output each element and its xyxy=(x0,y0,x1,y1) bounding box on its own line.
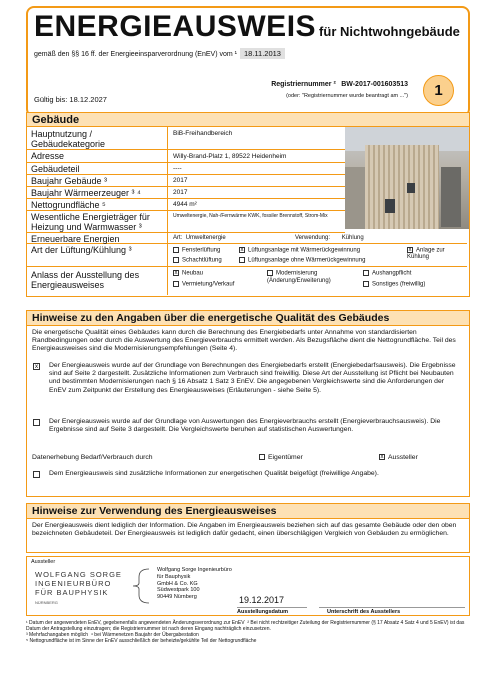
issue-date: 19.12.2017 xyxy=(239,595,285,605)
building-row xyxy=(27,187,345,199)
option-label: Aushangpflicht xyxy=(372,270,412,277)
checkbox-empty[interactable] xyxy=(239,257,245,263)
row-label: Anlass der Ausstellung des Energieausweises xyxy=(31,270,140,290)
option-notice-obligation[interactable] xyxy=(363,270,411,277)
registration-line xyxy=(271,81,408,88)
checkbox-checked[interactable]: x xyxy=(408,247,412,253)
row-label: Baujahr Gebäude ³ xyxy=(31,176,108,186)
curly-brace-icon xyxy=(127,567,153,605)
usage-text: Der Energieausweis dient lediglich der Information. Die Angaben im Energieausweis beziehen sich auf das gesamte Gebäude oder den oben bezeichneten Gebäudeteil. Der Energieausweis ist lediglich dafür gedacht, einen überschlägigen Vergleich von Gebäuden zu ermöglichen. xyxy=(32,522,457,538)
option-window-ventilation[interactable] xyxy=(173,247,220,254)
checkbox-empty[interactable] xyxy=(267,270,273,276)
row-label: Wesentliche Energieträger für Heizung und Warmwasser ³ xyxy=(31,212,150,232)
option-label: Lüftungsanlage ohne Wärmerückgewinnung xyxy=(248,257,366,264)
address-line: Südwestpark 100 xyxy=(157,587,200,594)
logo-city: NÜRNBERG xyxy=(35,600,58,605)
checkbox-empty[interactable] xyxy=(363,270,369,276)
option-label: Anlage zur Kühlung xyxy=(407,247,445,261)
checkbox-empty[interactable] xyxy=(173,281,179,287)
photo-window xyxy=(407,183,415,193)
renewable-type-value: Umweltenergie xyxy=(185,235,226,241)
registration-number: BW-2017-001603513 xyxy=(341,81,408,88)
row-label: Adresse xyxy=(31,151,65,161)
title-main: ENERGIEAUSWEIS xyxy=(34,10,317,43)
issuer-label: Aussteller xyxy=(31,559,56,565)
usage-title: Hinweise zur Verwendung des Energieausweises xyxy=(27,504,469,519)
building-photo xyxy=(345,127,469,229)
option-issuer[interactable] xyxy=(379,454,418,461)
footnote-text: ¹ Datum der angewendeten EnEV, gegebenenfalls angewendeten Änderungsverordnung zur EnEV xyxy=(26,620,245,626)
building-row xyxy=(27,163,345,175)
title-suffix: für Nichtwohngebäude xyxy=(319,24,460,39)
renewable-use-value: Kühlung xyxy=(341,235,364,241)
building-row xyxy=(27,267,467,295)
notes-title: Hinweise zu den Angaben über die energetische Qualität des Gebäudes xyxy=(27,311,469,326)
option-other[interactable] xyxy=(363,281,425,288)
document-title xyxy=(34,10,460,44)
notes-consumption-text: Der Energieausweis wurde auf der Grundlage von Auswertungen des Energieverbrauchs erstellt (Energieverbrauchsausweis). Die Ergebnisse sind auf Seite 3 dargestellt. Die Vergleichswerte beruhen auf statistischen Auswertungen. xyxy=(49,418,441,434)
photo-window xyxy=(385,199,395,213)
checkbox-checked[interactable]: x xyxy=(34,363,39,370)
checkbox-checked[interactable]: x xyxy=(380,454,384,461)
row-value: 4944 m² xyxy=(173,201,197,208)
building-row xyxy=(27,211,345,233)
address-line: 90449 Nürnberg xyxy=(157,594,197,601)
issuer-logo xyxy=(35,570,121,604)
renewable-use-label: Verwendung: xyxy=(295,235,331,241)
building-row xyxy=(27,150,345,163)
photo-right-building xyxy=(441,167,461,227)
option-label: Lüftungsanlage mit Wärmerückgewinnung xyxy=(248,247,361,254)
address-line: für Bauphysik xyxy=(157,573,191,580)
option-label: Fensterlüftung xyxy=(182,247,221,254)
option-label: Neubau xyxy=(182,270,204,277)
option-label: Eigentümer xyxy=(268,454,303,461)
option-no-heat-recovery[interactable] xyxy=(239,257,365,264)
registration-note: (oder: "Registriernummer wurde beantragt am ...") xyxy=(286,93,408,99)
checkbox-empty[interactable] xyxy=(173,257,179,263)
row-label: Gebäudeteil xyxy=(31,164,80,174)
row-label: Art der Lüftung/Kühlung ³ xyxy=(31,245,132,255)
row-value: BiB-Freihandbereich xyxy=(173,130,233,137)
option-modernisation[interactable] xyxy=(267,270,367,285)
notes-intro: Die energetische Qualität eines Gebäudes kann durch die Berechnung des Energiebedarfs unter Annahme von standardisierten Randbedingungen oder durch die Auswertung des Energieverbrauchs ermittelt werden. Als Bezugsfläche dient die Nettogrundfläche. Teil des Energieausweises sind die Modernisierungsempfehlungen (Seite 4). xyxy=(32,329,456,353)
option-label: Schachtlüftung xyxy=(182,257,222,264)
row-value: 2017 xyxy=(173,177,188,184)
footnote: ⁵ Nettogrundfläche ist im Sinne der EnEV ausschließlich der beheizte/gekühlte Teil der Nettogrundfläche xyxy=(26,638,257,644)
option-heat-recovery[interactable] xyxy=(239,247,360,254)
option-cooling[interactable] xyxy=(407,247,465,261)
date-line xyxy=(237,607,307,608)
renewable-type xyxy=(173,235,226,241)
option-shaft-ventilation[interactable] xyxy=(173,257,222,264)
option-new-building[interactable] xyxy=(173,270,203,277)
building-section xyxy=(26,112,470,297)
row-label: Nettogrundfläche ⁵ xyxy=(31,200,106,210)
page-number-badge: 1 xyxy=(423,75,454,106)
signature-line xyxy=(319,607,465,608)
footnote xyxy=(26,620,470,632)
option-label: Aussteller xyxy=(388,454,418,461)
footnotes xyxy=(26,620,470,644)
legal-basis-text: gemäß den §§ 16 ff. der Energieeinsparverordnung (EnEV) vom ¹ xyxy=(34,51,237,58)
checkbox-empty[interactable] xyxy=(173,247,179,253)
logo-line: WOLFGANG SORGE xyxy=(35,570,122,579)
logo-line: FÜR BAUPHYSIK xyxy=(35,588,109,597)
row-label: Baujahr Wärmeerzeuger ³ ⁴ xyxy=(31,188,141,198)
building-row xyxy=(27,244,467,267)
footnote-text: ⁴ bei Wärmenetzen Baujahr der Übergabestation xyxy=(90,632,199,638)
building-row xyxy=(27,233,467,244)
checkbox-empty[interactable] xyxy=(33,419,40,426)
header-box xyxy=(26,6,470,117)
address-line: GmbH & Co. KG xyxy=(157,580,198,587)
checkbox-checked[interactable]: x xyxy=(174,270,178,276)
option-label: Modernisierung (Änderung/Erweiterung) xyxy=(267,270,331,284)
checkbox-empty[interactable] xyxy=(259,454,265,460)
logo-line: INGENIEURBÜRO xyxy=(35,579,112,588)
notes-demand-text: Der Energieausweis wurde auf der Grundlage von Berechnungen des Energiebedarfs erstellt (Energiebedarfsausweis). Die Ergebnisse sind auf Seite 2 dargestellt. Zusätzliche Informationen zum Verbrauch sind freiwillig. Diese Art der Ausstellung ist Pflicht bei Neubauten und bestimmten Modernisierungen nach § 16 Absatz 1 Satz 3 EnEV. Die angegebenen Vergleichswerte sind die Anforderungen der EnEV zum Zeitpunkt der Erstellung des Energieausweises (Erläuterungen - siehe Seite 5). xyxy=(49,362,456,394)
notes-section xyxy=(26,310,470,497)
enev-date: 18.11.2013 xyxy=(240,48,285,59)
option-rent-sale[interactable] xyxy=(173,281,234,288)
building-row xyxy=(27,175,345,187)
building-row xyxy=(27,199,345,211)
issuer-section xyxy=(26,556,470,616)
usage-section xyxy=(26,503,470,553)
footnote-text: ² Bei nicht rechtzeitiger Zuteilung der Registriernummer (§ 17 Absatz 4 Satz 4 und 5 EnEV) ist das Datum der Antragstellung einzutragen; die Registriernummer ist nach deren Eingang nachträglich einzusetzen. xyxy=(26,620,465,632)
building-section-title: Gebäude xyxy=(27,113,469,127)
notes-extra-text: Dem Energieausweis sind zusätzliche Informationen zur energetischen Qualität beigefügt (freiwillige Angabe). xyxy=(49,470,379,477)
issuer-address xyxy=(157,567,232,601)
renewable-type-label: Art: xyxy=(173,235,183,241)
row-value: Willy-Brand-Platz 1, 89522 Heidenheim xyxy=(173,153,287,160)
option-label: Vermietung/Verkauf xyxy=(182,281,235,288)
legal-basis xyxy=(34,48,285,59)
checkbox-empty[interactable] xyxy=(363,281,369,287)
row-label: Erneuerbare Energien xyxy=(31,234,120,244)
photo-facade xyxy=(365,145,439,229)
row-value: Umweltenergie, Nah-/Fernwärme KWK, fossiler Brennstoff, Strom-Mix xyxy=(173,213,328,219)
signature-label: Unterschrift des Ausstellers xyxy=(327,609,401,615)
registration-label: Registriernummer ² xyxy=(271,81,336,88)
valid-until: Gültig bis: 18.12.2027 xyxy=(34,95,107,104)
checkbox-checked[interactable]: x xyxy=(240,247,244,253)
option-label: Sonstiges (freiwillig) xyxy=(372,281,426,288)
row-value: ---- xyxy=(173,165,182,172)
row-value: 2017 xyxy=(173,189,188,196)
row-label: Hauptnutzung / Gebäudekategorie xyxy=(31,129,106,149)
renewable-use xyxy=(295,235,364,241)
footnote-text: ³ Mehrfachangaben möglich xyxy=(26,632,88,638)
option-owner[interactable] xyxy=(259,454,303,461)
checkbox-empty[interactable] xyxy=(33,471,40,478)
photo-side-building xyxy=(345,167,367,229)
address-line: Wolfgang Sorge Ingenieurbüro xyxy=(157,567,232,573)
issue-date-label: Ausstellungsdatum xyxy=(237,609,289,615)
data-collection-label: Datenerhebung Bedarf/Verbrauch durch xyxy=(32,454,153,461)
